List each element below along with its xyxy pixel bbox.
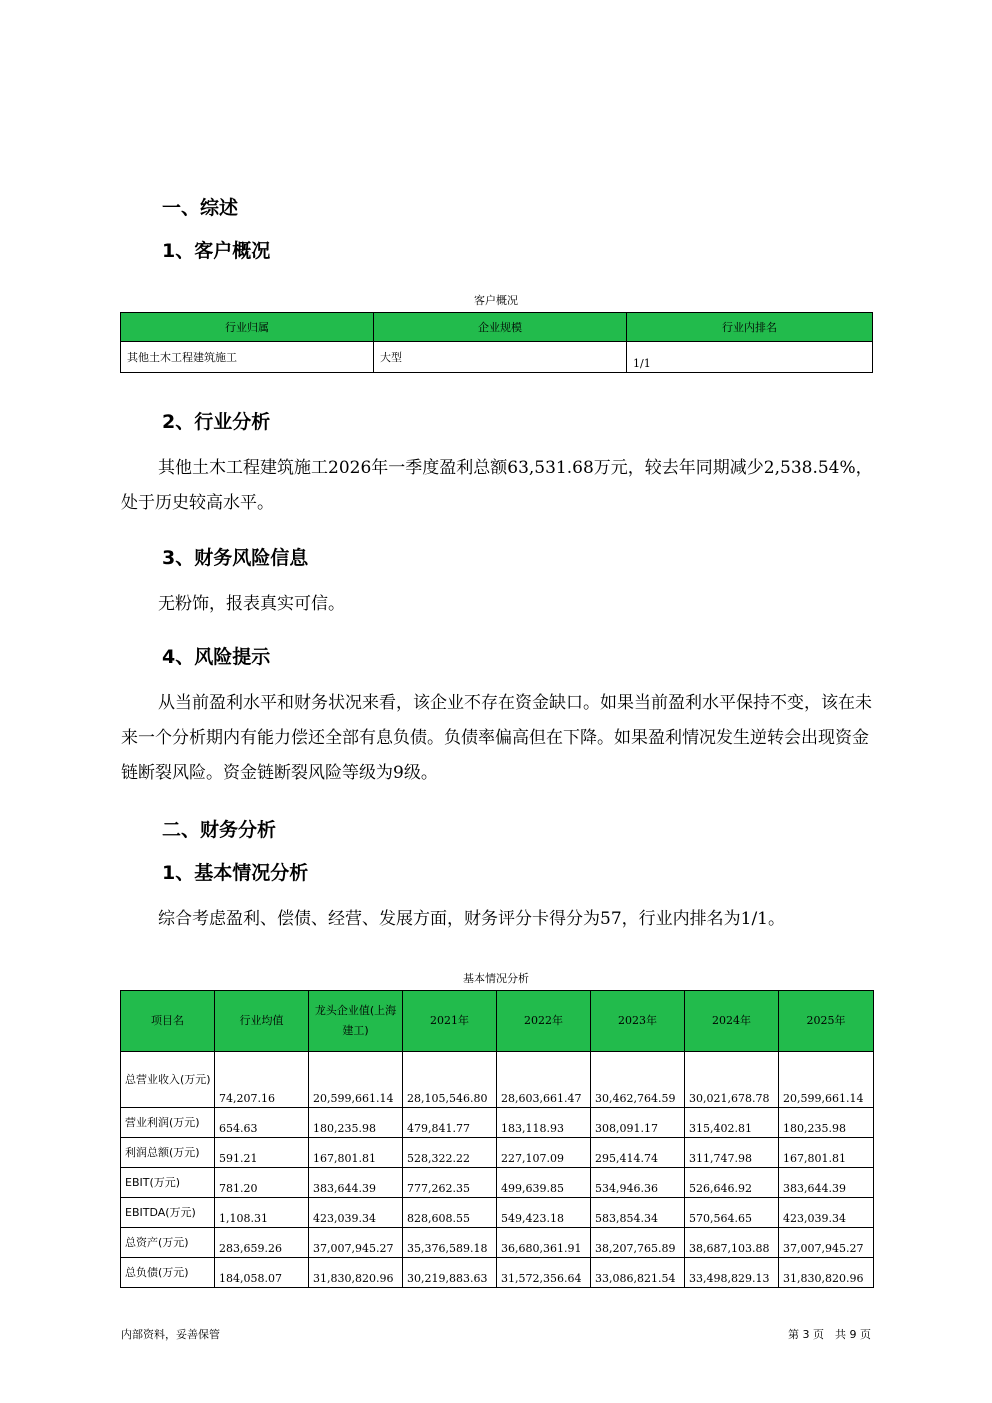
row-label: 总负债(万元) [121,1258,215,1288]
value-cell: 315,402.81 [685,1108,779,1138]
header-2023: 2023年 [591,991,685,1052]
header-item: 项目名 [121,991,215,1052]
table-row [121,1168,874,1198]
footer-page-number: 第 3 页 共 9 页 [788,1328,871,1341]
value-cell: 31,572,356.64 [497,1258,591,1288]
value-cell: 570,564.65 [685,1198,779,1228]
value-cell: 828,608.55 [403,1198,497,1228]
value-cell: 423,039.34 [779,1198,874,1228]
header-2021: 2021年 [403,991,497,1052]
risk-warning-text: 从当前盈利水平和财务状况来看，该企业不存在资金缺口。如果当前盈利水平保持不变，该在未来一个分析期内有能力偿还全部有息负债。负债率偏高但在下降。如果盈利情况发生逆转会出现资金链断裂风险。资金链断裂风险等级为9级。 [121,693,872,783]
value-cell: 183,118.93 [497,1108,591,1138]
basic-analysis-table [120,990,874,1288]
value-cell: 654.63 [215,1108,309,1138]
value-cell: 777,262.35 [403,1168,497,1198]
table-header-row [121,991,874,1052]
cell-rank: 1/1 [627,342,873,373]
subsection-title-risk-info: 3、财务风险信息 [162,547,309,569]
table-row [121,1138,874,1168]
value-cell: 423,039.34 [309,1198,403,1228]
subsection-title-client: 1、客户概况 [162,240,271,262]
row-label: 营业利润(万元) [121,1108,215,1138]
value-cell: 167,801.81 [779,1138,874,1168]
value-cell: 591.21 [215,1138,309,1168]
table-caption-basic: 基本情况分析 [463,972,529,985]
value-cell: 526,646.92 [685,1168,779,1198]
subsection-title-risk-warning: 4、风险提示 [162,646,271,668]
value-cell: 311,747.98 [685,1138,779,1168]
header-scale: 企业规模 [374,313,627,342]
value-cell: 37,007,945.27 [779,1228,874,1258]
row-label: 利润总额(万元) [121,1138,215,1168]
row-label: 总资产(万元) [121,1228,215,1258]
header-leader-value: 龙头企业值(上海建工) [309,991,403,1052]
basic-analysis-text: 综合考虑盈利、偿债、经营、发展方面，财务评分卡得分为57，行业内排名为1/1。 [158,909,785,929]
header-industry: 行业归属 [121,313,374,342]
value-cell: 295,414.74 [591,1138,685,1168]
table-row [121,342,873,373]
value-cell: 227,107.09 [497,1138,591,1168]
value-cell: 549,423.18 [497,1198,591,1228]
table-body [121,1052,874,1288]
value-cell: 20,599,661.14 [779,1052,874,1108]
value-cell: 283,659.26 [215,1228,309,1258]
value-cell: 1,108.31 [215,1198,309,1228]
cell-industry: 其他土木工程建筑施工 [121,342,374,373]
value-cell: 30,462,764.59 [591,1052,685,1108]
value-cell: 30,021,678.78 [685,1052,779,1108]
value-cell: 36,680,361.91 [497,1228,591,1258]
row-label: EBIT(万元) [121,1168,215,1198]
value-cell: 167,801.81 [309,1138,403,1168]
header-2024: 2024年 [685,991,779,1052]
table-header-row [121,313,873,342]
value-cell: 308,091.17 [591,1108,685,1138]
value-cell: 31,830,820.96 [309,1258,403,1288]
value-cell: 33,498,829.13 [685,1258,779,1288]
cell-scale: 大型 [374,342,627,373]
value-cell: 180,235.98 [309,1108,403,1138]
value-cell: 31,830,820.96 [779,1258,874,1288]
value-cell: 534,946.36 [591,1168,685,1198]
value-cell: 20,599,661.14 [309,1052,403,1108]
value-cell: 528,322.22 [403,1138,497,1168]
header-rank: 行业内排名 [627,313,873,342]
value-cell: 781.20 [215,1168,309,1198]
row-label: 总营业收入(万元) [121,1052,215,1108]
value-cell: 35,376,589.18 [403,1228,497,1258]
header-industry-avg: 行业均值 [215,991,309,1052]
value-cell: 184,058.07 [215,1258,309,1288]
industry-analysis-text: 其他土木工程建筑施工2026年一季度盈利总额63,531.68万元，较去年同期减少2,538.54%，处于历史较高水平。 [121,458,873,513]
section-title-financial: 二、财务分析 [162,819,277,841]
value-cell: 37,007,945.27 [309,1228,403,1258]
value-cell: 28,105,546.80 [403,1052,497,1108]
value-cell: 74,207.16 [215,1052,309,1108]
row-label: EBITDA(万元) [121,1198,215,1228]
value-cell: 479,841.77 [403,1108,497,1138]
value-cell: 38,207,765.89 [591,1228,685,1258]
table-row [121,1258,874,1288]
header-2025: 2025年 [779,991,874,1052]
table-row [121,1108,874,1138]
value-cell: 499,639.85 [497,1168,591,1198]
client-overview-table [120,312,873,373]
header-2022: 2022年 [497,991,591,1052]
value-cell: 180,235.98 [779,1108,874,1138]
table-caption-client: 客户概况 [474,294,518,307]
subsection-title-industry: 2、行业分析 [162,411,271,433]
subsection-title-basic: 1、基本情况分析 [162,862,309,884]
value-cell: 38,687,103.88 [685,1228,779,1258]
footer-confidential: 内部资料，妥善保管 [121,1328,220,1341]
value-cell: 28,603,661.47 [497,1052,591,1108]
risk-info-text: 无粉饰，报表真实可信。 [158,594,345,614]
table-row [121,1052,874,1108]
table-row [121,1228,874,1258]
section-title-overview: 一、综述 [162,197,239,219]
value-cell: 383,644.39 [779,1168,874,1198]
value-cell: 583,854.34 [591,1198,685,1228]
value-cell: 383,644.39 [309,1168,403,1198]
table-row [121,1198,874,1228]
value-cell: 33,086,821.54 [591,1258,685,1288]
value-cell: 30,219,883.63 [403,1258,497,1288]
